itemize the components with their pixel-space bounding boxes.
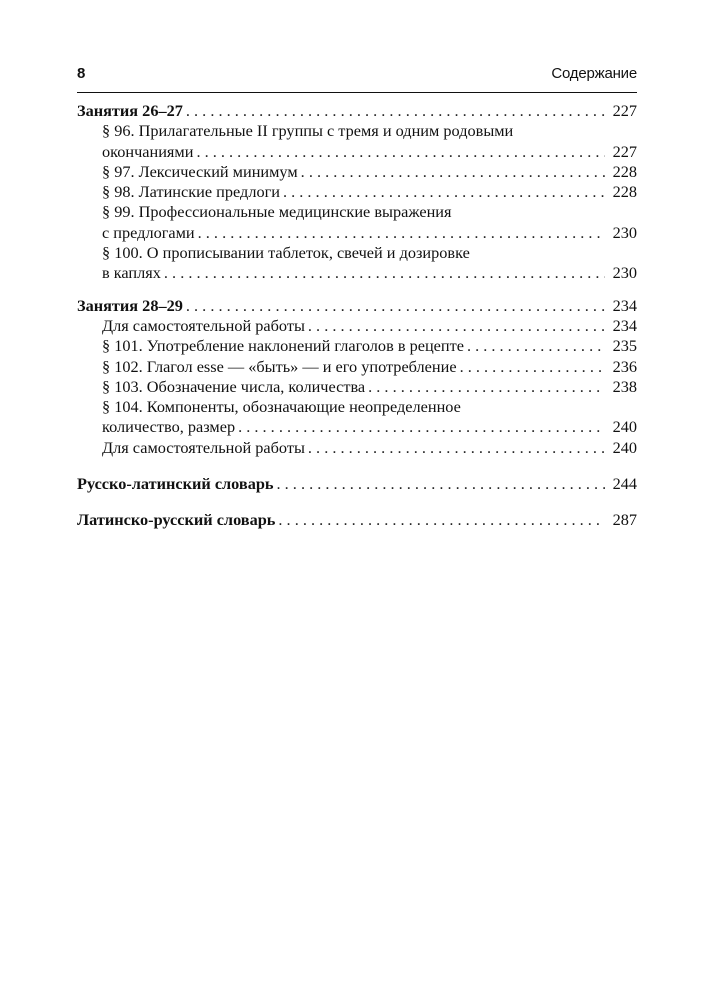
toc-page-number: 287 [612, 510, 637, 530]
toc-entry-101[interactable] [77, 336, 637, 356]
leader-dots [308, 316, 605, 336]
leader-dots [186, 101, 605, 121]
toc-entry-104-cont[interactable] [77, 417, 637, 437]
toc-page-number: 227 [612, 101, 637, 120]
section-gap [77, 284, 637, 296]
toc-entry-96-cont[interactable] [77, 142, 637, 162]
toc-section-title: Занятия 26–27 [77, 101, 183, 120]
toc-entry-title: § 104. Компоненты, обозначающие неопределенное [102, 397, 461, 417]
toc-entry-title-cont: в каплях [102, 263, 161, 283]
toc-page-number: 244 [612, 474, 637, 494]
toc-entry-title: § 96. Прилагательные II группы с тремя и одним родовыми [102, 121, 514, 141]
toc-entry-title-cont: количество, размер [102, 417, 236, 437]
toc-page-number: 234 [612, 295, 637, 315]
toc-entry-102[interactable] [77, 357, 637, 377]
leader-dots [198, 223, 605, 243]
toc-entry-97[interactable] [77, 162, 637, 182]
toc-section-title: Русско-латинский словарь [77, 474, 274, 494]
leader-dots [368, 377, 605, 397]
page-header [77, 60, 637, 93]
leader-dots [308, 438, 605, 458]
leader-dots [196, 142, 605, 162]
toc-entry-title: § 97. Лексический минимум [102, 161, 298, 181]
toc-section-russian-latin-dictionary[interactable] [77, 474, 637, 494]
toc-entry-99[interactable] [77, 202, 637, 222]
toc-section-lessons-28-29[interactable] [77, 296, 637, 316]
leader-dots [277, 474, 605, 494]
toc-page-number: 238 [612, 376, 637, 396]
toc-entry-100-cont[interactable] [77, 263, 637, 283]
toc-entry-title: § 102. Глагол esse — «быть» — и его употребление [102, 356, 457, 376]
leader-dots [238, 417, 605, 437]
toc-entry-title: § 99. Профессиональные медицинские выражения [102, 202, 452, 222]
toc-entry-104[interactable] [77, 397, 637, 417]
toc-entry-98[interactable] [77, 182, 637, 202]
toc-entry-title: § 103. Обозначение числа, количества [102, 376, 366, 396]
leader-dots [460, 357, 605, 377]
toc-page-number: 230 [612, 222, 637, 242]
toc-page-number: 230 [612, 263, 637, 283]
toc-entry-title: § 98. Латинские предлоги [102, 182, 280, 202]
leader-dots [467, 336, 605, 356]
toc-page-number: 240 [612, 437, 637, 457]
leader-dots [278, 510, 605, 530]
leader-dots [186, 296, 605, 316]
toc-section-title: Латинско-русский словарь [77, 510, 276, 530]
toc-entry-103[interactable] [77, 377, 637, 397]
toc-entry-title-cont: окончаниями [102, 141, 194, 161]
toc-page-number: 240 [612, 417, 637, 437]
section-gap [77, 458, 637, 474]
toc-page-number: 227 [612, 141, 637, 161]
toc-page-number: 228 [612, 182, 637, 202]
toc-entry-99-cont[interactable] [77, 223, 637, 243]
leader-dots [301, 162, 605, 182]
toc-page-number: 236 [612, 356, 637, 376]
toc-section-title: Занятия 28–29 [77, 295, 183, 315]
leader-dots [164, 263, 605, 283]
running-title: Содержание [551, 65, 637, 82]
leader-dots [283, 182, 605, 202]
toc-page-number: 228 [612, 161, 637, 181]
toc-entry-independent-work-1[interactable] [77, 316, 637, 336]
toc-page-number: 235 [612, 336, 637, 356]
toc-entry-title: § 101. Употребление наклонений глаголов в рецепте [102, 336, 464, 356]
table-of-contents [77, 101, 637, 531]
section-gap [77, 494, 637, 510]
toc-entry-title: Для самостоятельной работы [102, 315, 305, 335]
toc-entry-100[interactable] [77, 243, 637, 263]
toc-entry-title: Для самостоятельной работы [102, 437, 305, 457]
page-number: 8 [77, 65, 86, 82]
toc-section-lessons-26-27[interactable] [77, 101, 637, 121]
toc-section-latin-russian-dictionary[interactable] [77, 510, 637, 530]
toc-entry-title: § 100. О прописывании таблеток, свечей и дозировке [102, 243, 470, 263]
toc-entry-independent-work-2[interactable] [77, 438, 637, 458]
toc-page-number: 234 [612, 315, 637, 335]
toc-entry-title-cont: с предлогами [102, 222, 195, 242]
toc-entry-96[interactable] [77, 121, 637, 141]
